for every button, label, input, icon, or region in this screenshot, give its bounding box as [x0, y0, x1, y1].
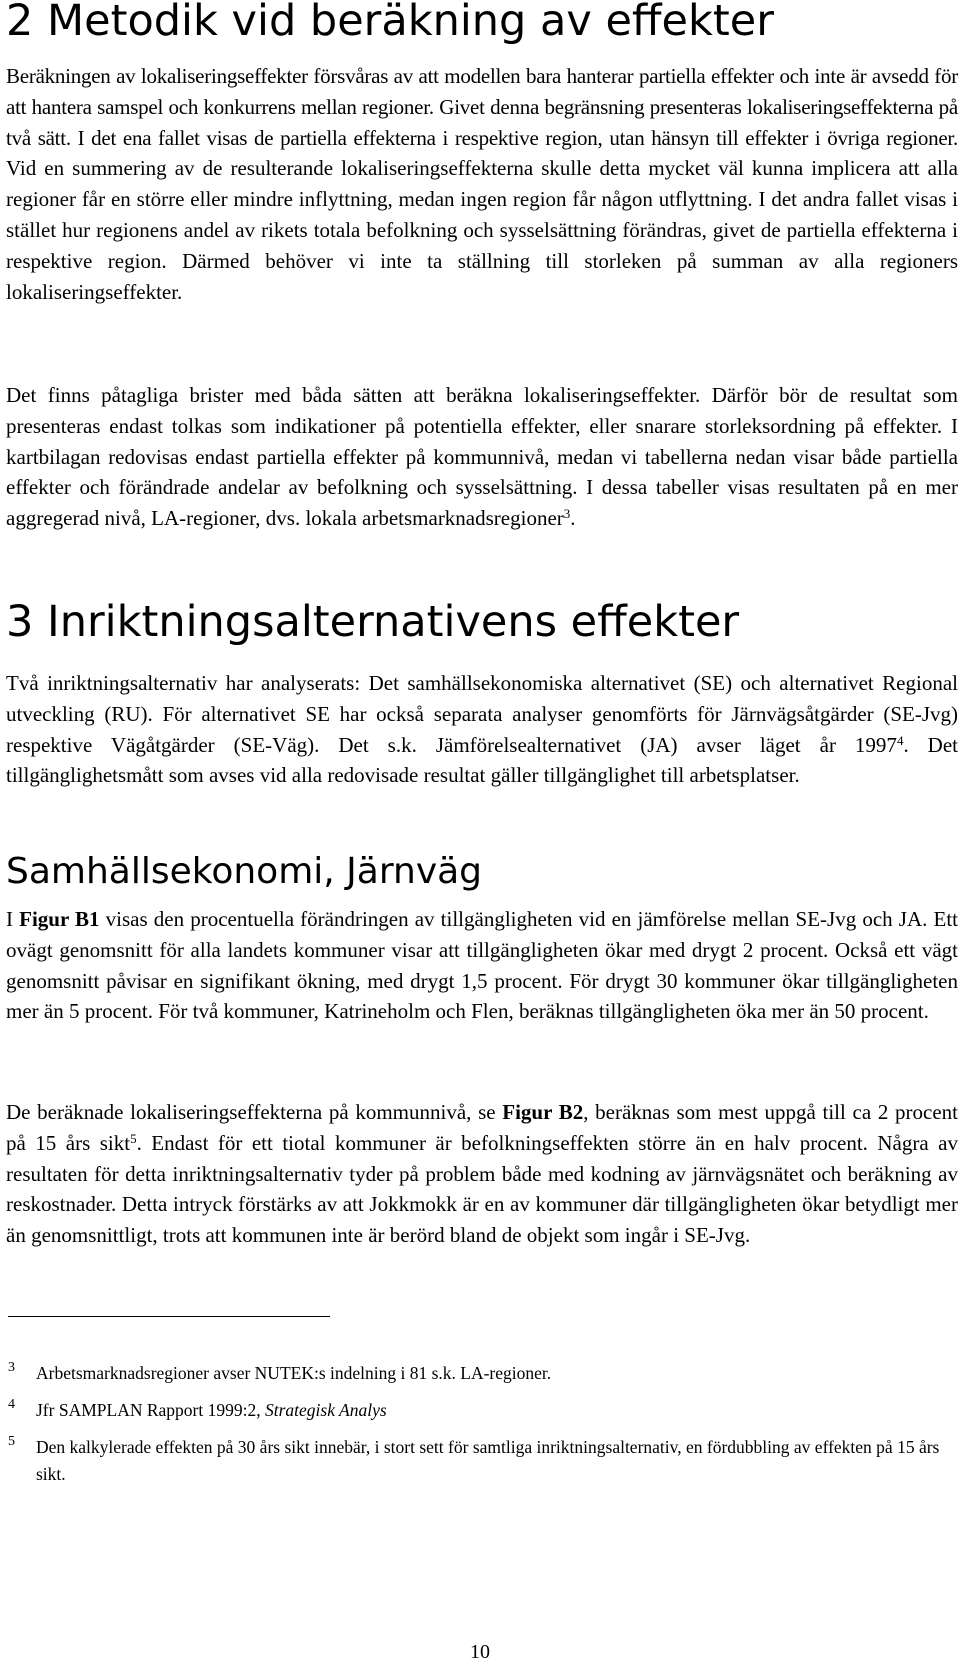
footnote-number: 5	[8, 1434, 15, 1449]
paragraph-text: Två inriktningsalternativ har analyserats: Det samhällsekonomiska alternativet (SE) och alternativet Regional utveckling (RU). För alternativet SE har också separata analyser genomförts för Järnvägsåtgärder (SE-Jvg) respektive Vägåtgärder (SE-Väg). Det s.k. Jämförelsealternativet (JA) avser läget år 1997	[6, 671, 958, 757]
paragraph-text: Beräkningen av lokaliseringseffekter försvåras av att modellen bara hanterar partiella effekter och inte är avsedd för att hantera samspel och konkurrens mellan regioner. Givet denna begränsning presenteras lokaliseringseffekterna på två sätt. I det ena fallet visas de partiella effekterna i respektive region, utan hänsyn till effekter i övriga regioner.	[6, 64, 958, 150]
footnote-text: Arbetsmarknadsregioner avser NUTEK:s indelning i 81 s.k. LA-regioner.	[36, 1363, 552, 1383]
footnote-number: 4	[8, 1397, 15, 1412]
section-2-paragraph-2: Det finns påtagliga brister med båda sätten att beräkna lokaliseringseffekter. Därför bör de resultat som presenteras endast tolkas som indikationer på potentiella effekter, eller snarare storleksordning på effekter. I kartbilagan redovisas endast partiella effekter på kommunnivå, medan vi tabellerna nedan visar både partiella effekter och förändrade andelar av befolkning och sysselsättning. I dessa tabeller visas resultaten på en mer aggregerad nivå, LA-regioner, dvs. lokala arbetsmarknadsregioner$^3$.	[6, 383, 958, 531]
paragraph-text: visas den procentuella förändringen av tillgängligheten vid en jämförelse mellan SE-Jvg och JA. Ett ovägt genomsnitt för alla landets kommuner visar att tillgängligheten ökar med drygt 2 procent. Också ett vägt genomsnitt påvisar en signifikant ökning, med drygt 1,5 procent. För drygt 30 kommuner ökar tillgängligheten mer än 5 procent. För två kommuner, Katrineholm och Flen, beräknas tillgängligheten öka mer än 50 procent.	[6, 907, 958, 1024]
section-2-heading: 2 Metodik vid beräkning av effekter	[6, 0, 774, 46]
footnote-divider	[8, 1316, 330, 1317]
subsection-paragraph-2: De beräknade lokaliseringseffekterna på kommunnivå, se Figur B2, beräknas som mest uppgå till ca 2 procent på 15 års sikt$^5$. Endast för ett tiotal kommuner är befolkningseffekten större än en halv procent. Några av resultaten för detta inriktningsalternativ tyder på problem både med kodning av järnvägsnätet och beräkning av reskostnader. Detta intryck förstärks av att Jokkmokk är en av kommuner där tillgängligheten ökar betydligt mer än genomsnittligt, trots att kommunen inte är berörd bland de objekt som ingår i SE-Jvg.	[6, 1100, 958, 1248]
footnote-4	[8, 1397, 948, 1424]
section-3-paragraph-1	[6, 668, 958, 791]
paragraph-text: . Endast för ett tiotal kommuner är befolkningseffekten större än en halv procent. Några av resultaten för detta inriktningsalternativ tyder på problem både med kodning av järnvägsnätet och beräkning av reskostnader. Detta intryck förstärks av att Jokkmokk är en av kommuner där tillgängligheten ökar betydligt mer än genomsnittligt, trots att kommunen inte är berörd bland de objekt som ingår i SE-Jvg.	[6, 1130, 958, 1248]
section-3-heading: 3 Inriktningsalternativens effekter	[6, 597, 740, 647]
footnote-3	[8, 1360, 948, 1387]
subsection-paragraph-1: I Figur B1 visas den procentuella förändringen av tillgängligheten vid en jämförelse mellan SE-Jvg och JA. Ett ovägt genomsnitt för alla landets kommuner visar att tillgängligheten ökar med drygt 2 procent. Också ett vägt genomsnitt påvisar en signifikant ökning, med drygt 1,5 procent. För drygt 30 kommuner ökar tillgängligheten mer än 5 procent. För två kommuner, Katrineholm och Flen, beräknas tillgängligheten öka mer än 50 procent.	[6, 907, 958, 1024]
paragraph-text: . Det tillgänglighetsmått som avses vid alla redovisade resultat gäller tillgänglighet till arbetsplatser.	[6, 732, 958, 788]
footnote-5	[8, 1434, 948, 1488]
footnote-text: Den kalkylerade effekten på 30 års sikt innebär, i stort sett för samtliga inriktningsalternativ, en fördubbling av effekten på 15 års sikt.	[36, 1437, 940, 1484]
footnote-ref-5[interactable]: 5	[130, 1130, 137, 1146]
page-number: 10	[470, 1641, 490, 1663]
footnote-title: Strategisk Analys	[264, 1400, 387, 1420]
footnote-text: Jfr SAMPLAN Rapport 1999:2,	[36, 1400, 265, 1420]
paragraph-text: Det finns påtagliga brister med båda sätten att beräkna lokaliseringseffekter. Därför bör de resultat som presenteras endast tolkas som indikationer på potentiella effekter, eller snarare storleksordning på effekter. I kartbilagan redovisas endast partiella effekter på kommunnivå, medan vi tabellerna nedan visar både partiella effekter och förändrade andelar av befolkning och sysselsättning. I dessa tabeller visas resultaten på en mer aggregerad nivå, LA-regioner, dvs. lokala arbetsmarknadsregioner	[6, 383, 958, 531]
figure-b2-reference: Figur B2	[502, 1100, 584, 1124]
section-2-paragraph-1	[6, 61, 958, 307]
figure-b1-reference: Figur B1	[19, 907, 100, 931]
footnote-number: 3	[8, 1360, 15, 1375]
footnote-ref-3[interactable]: 3	[563, 506, 571, 522]
footnote-ref-4[interactable]: 4	[896, 732, 904, 748]
subsection-heading: Samhällsekonomi, Järnväg	[6, 851, 483, 892]
paragraph-text: Vid en summering av de resulterande lokaliseringseffekterna skulle detta mycket väl kunna implicera att alla regioner får en större eller mindre inflyttning, medan ingen region får någon utflyttning. I det andra fallet visas i stället hur regionens andel av rikets totala befolkning och sysselsättning förändras, givet de partiella effekterna i respektive region. Därmed behöver vi inte ta ställning till storleken på summan av alla regioners lokaliseringseffekter.	[6, 156, 958, 304]
